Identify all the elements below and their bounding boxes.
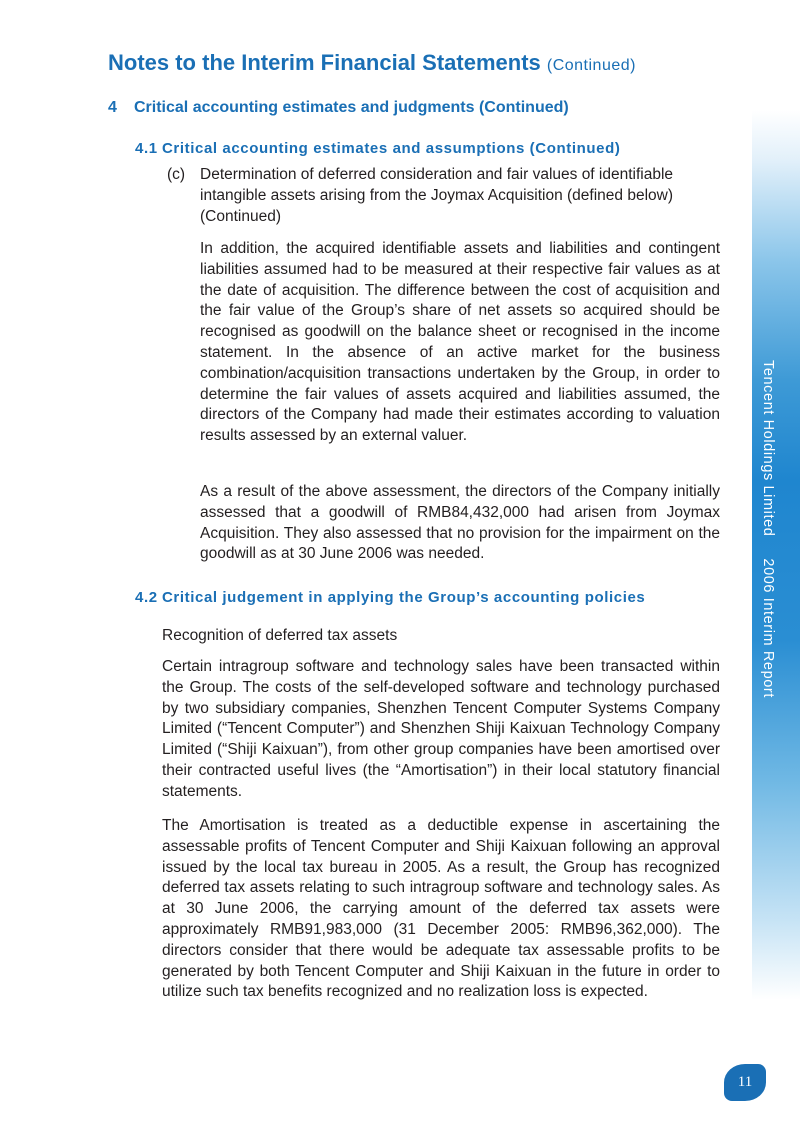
subheading-deferred-tax: Recognition of deferred tax assets	[162, 627, 398, 644]
subsection-heading-4-2	[135, 589, 645, 606]
paragraph-amortisation: The Amortisation is treated as a deductible expense in ascertaining the assessable profits of Tencent Computer and Shiji Kaixuan following an approval issued by the local tax bureau in 2005. As a result, the Group has recognized deferred tax assets relating to such intragroup software and technology sales. As at 30 June 2006, the carrying amount of the deferred tax assets were approximately RMB91,983,000 (31 December 2005: RMB96,362,000). The directors consider that there would be adequate tax assessable profits to be generated by both Tencent Computer and Shiji Kaixuan in the future in order to utilize such tax benefits recognized and no realization loss is expected.	[162, 817, 720, 1001]
section-title: Critical accounting estimates and judgments	[134, 99, 475, 116]
item-c-text: Determination of deferred consideration and fair values of identifiable intangible assets arising from the Joymax Acquisition (defined below) (Continued)	[200, 166, 674, 225]
subsection-title: Critical judgement in applying the Group’s accounting policies	[162, 589, 646, 606]
item-c-label: (c)	[167, 166, 186, 183]
paragraph-intragroup-sales: Certain intragroup software and technology sales have been transacted within the Group. The costs of the self-developed software and technology purchased by two subsidiary companies, Shenzhen Tencent Computer Systems Company Limited (“Tencent Computer”) and Shenzhen Shiji Kaixuan Technology Company Limited (“Shiji Kaixuan”), from other group companies have been amortised over their contracted useful lives (the “Amortisation”) in their local statutory financial statements.	[162, 658, 720, 800]
paragraph-fair-values: In addition, the acquired identifiable assets and liabilities and contingent liabilities assumed had to be measured at their respective fair values as at the date of acquisition. The difference between the cost of acquisition and the fair value of the Group’s share of net assets so acquired should be recognised as goodwill on the balance sheet or recognised in the income statement. In the absence of an active market for the business combination/acquisition transactions undertaken by the Group, in order to determine the fair values of assets acquired and liabilities assumed, the directors of the Company had made their estimates according to valuation results assessed by an external valuer.	[200, 240, 720, 445]
page-title-continued: (Continued)	[546, 57, 636, 74]
section-continued: (Continued)	[478, 99, 569, 116]
page-number: 11	[724, 1064, 766, 1101]
subsection-number: 4.2	[135, 589, 158, 606]
section-number: 4	[108, 99, 117, 116]
side-caption	[760, 360, 776, 698]
subsection-heading-4-1	[135, 140, 620, 157]
page-title-text: Notes to the Interim Financial Statements	[108, 50, 541, 75]
paragraph-goodwill: As a result of the above assessment, the directors of the Company initially assessed that a goodwill of RMB84,432,000 had arisen from Joymax Acquisition. They also assessed that no provision for the impairment on the goodwill as at 30 June 2006 was needed.	[200, 483, 720, 563]
section-heading	[108, 99, 569, 117]
side-company: Tencent Holdings Limited	[760, 360, 776, 537]
page-title	[108, 50, 636, 76]
subsection-title: Critical accounting estimates and assumptions (Continued)	[162, 140, 621, 157]
side-report: 2006 Interim Report	[760, 558, 776, 698]
item-c	[167, 165, 720, 227]
subsection-number: 4.1	[135, 140, 158, 157]
